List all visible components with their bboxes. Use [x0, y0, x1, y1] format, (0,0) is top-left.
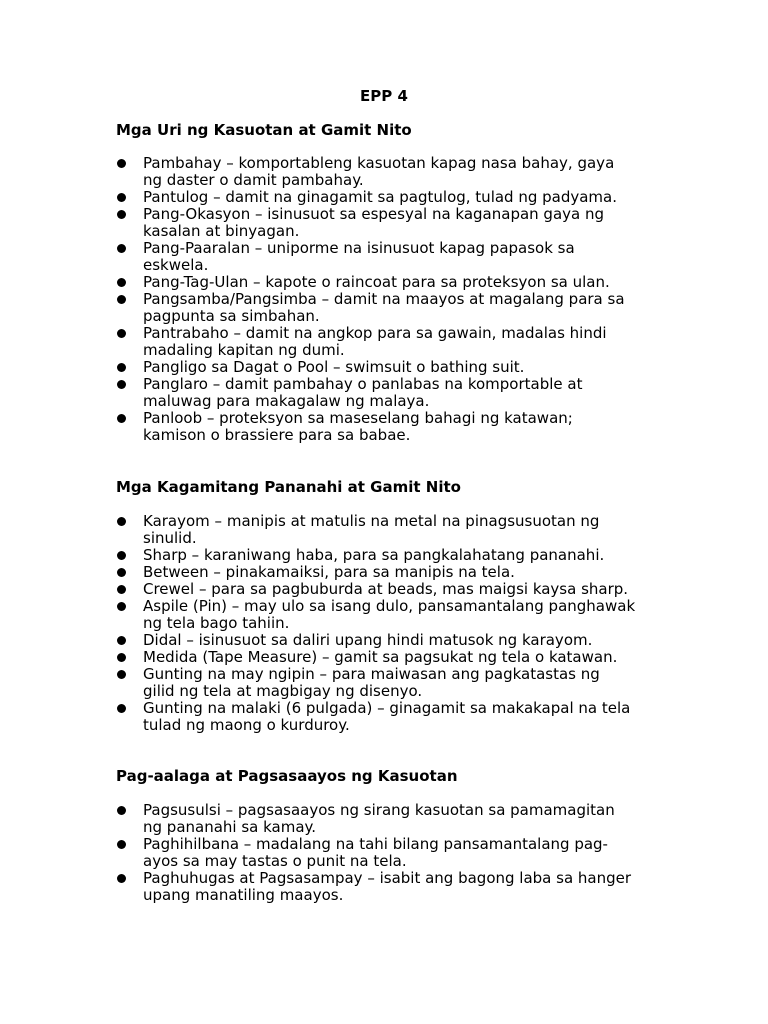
list-item [116, 206, 676, 240]
list-item-text: Pantulog – damit na ginagamit sa pagtulog, tulad ng padyama. [143, 188, 618, 206]
section-heading-kasuotan: Mga Uri ng Kasuotan at Gamit Nito [116, 121, 412, 139]
list-item-text: kamison o brassiere para sa babae. [143, 426, 411, 444]
bullet-icon [117, 193, 126, 202]
list-item [116, 155, 676, 189]
list-item-text: Gunting na may ngipin – para maiwasan ang pagkatastas ng [143, 665, 600, 683]
bullet-icon [117, 585, 126, 594]
list-item [116, 836, 676, 870]
list-item-text: Pang-Paaralan – uniporme na isinusuot kapag papasok sa [143, 239, 575, 257]
list-item-text: Aspile (Pin) – may ulo sa isang dulo, pansamantalang panghawak [143, 597, 636, 615]
list-item [116, 547, 676, 564]
list-item-text: Karayom – manipis at matulis na metal na pinagsusuotan ng [143, 512, 600, 530]
bullet-icon [117, 517, 126, 526]
list-item-text: ng pananahi sa kamay. [143, 818, 317, 836]
bullet-list-kagamitan [116, 513, 676, 734]
bullet-icon [117, 840, 126, 849]
list-item [116, 410, 676, 444]
list-item-text: eskwela. [143, 256, 209, 274]
list-item-text: Paghihilbana – madalang na tahi bilang pansamantalang pag- [143, 835, 608, 853]
list-item-text: Didal – isinusuot sa daliri upang hindi matusok ng karayom. [143, 631, 593, 649]
list-item [116, 666, 676, 700]
list-item-text: Pang-Okasyon – isinusuot sa espesyal na kaganapan gaya ng [143, 205, 605, 223]
bullet-icon [117, 244, 126, 253]
bullet-list-kasuotan [116, 155, 676, 444]
section-heading-kagamitan: Mga Kagamitang Pananahi at Gamit Nito [116, 478, 461, 496]
list-item-text: pagpunta sa simbahan. [143, 307, 320, 325]
bullet-icon [117, 380, 126, 389]
list-item-text: gilid ng tela at magbigay ng disenyo. [143, 682, 423, 700]
bullet-icon [117, 414, 126, 423]
section-heading-pag-aalaga: Pag-aalaga at Pagsasaayos ng Kasuotan [116, 767, 458, 785]
bullet-icon [117, 295, 126, 304]
list-item-text: Pangsamba/Pangsimba – damit na maayos at magalang para sa [143, 290, 625, 308]
list-item [116, 870, 676, 904]
bullet-icon [117, 874, 126, 883]
list-item [116, 513, 676, 547]
bullet-icon [117, 210, 126, 219]
bullet-icon [117, 159, 126, 168]
list-item-text: Panglaro – damit pambahay o panlabas na komportable at [143, 375, 583, 393]
bullet-icon [117, 670, 126, 679]
list-item-text: Pambahay – komportableng kasuotan kapag nasa bahay, gaya [143, 154, 615, 172]
list-item-text: Pantrabaho – damit na angkop para sa gawain, madalas hindi [143, 324, 607, 342]
list-item-text: Pangligo sa Dagat o Pool – swimsuit o bathing suit. [143, 358, 525, 376]
bullet-icon [117, 278, 126, 287]
list-item [116, 376, 676, 410]
bullet-icon [117, 806, 126, 815]
bullet-icon [117, 653, 126, 662]
list-item-text: Pang-Tag-Ulan – kapote o raincoat para sa proteksyon sa ulan. [143, 273, 610, 291]
bullet-icon [117, 602, 126, 611]
bullet-icon [117, 329, 126, 338]
list-item-text: madaling kapitan ng dumi. [143, 341, 345, 359]
list-item [116, 598, 676, 632]
list-item [116, 325, 676, 359]
list-item-text: ng daster o damit pambahay. [143, 171, 364, 189]
bullet-icon [117, 551, 126, 560]
bullet-icon [117, 568, 126, 577]
list-item [116, 802, 676, 836]
list-item [116, 564, 676, 581]
list-item [116, 649, 676, 666]
list-item-text: ayos sa may tastas o punit na tela. [143, 852, 407, 870]
list-item [116, 189, 676, 206]
list-item [116, 632, 676, 649]
bullet-icon [117, 363, 126, 372]
list-item-text: maluwag para makagalaw ng malaya. [143, 392, 430, 410]
list-item-text: Crewel – para sa pagbuburda at beads, mas maigsi kaysa sharp. [143, 580, 629, 598]
document-title: EPP 4 [360, 87, 408, 105]
bullet-icon [117, 636, 126, 645]
list-item [116, 274, 676, 291]
list-item [116, 359, 676, 376]
list-item-text: Pagsusulsi – pagsasaayos ng sirang kasuotan sa pamamagitan [143, 801, 615, 819]
bullet-list-pag-aalaga [116, 802, 676, 904]
list-item-text: tulad ng maong o kurduroy. [143, 716, 350, 734]
list-item-text: Sharp – karaniwang haba, para sa pangkalahatang pananahi. [143, 546, 605, 564]
bullet-icon [117, 704, 126, 713]
list-item [116, 291, 676, 325]
list-item-text: Paghuhugas at Pagsasampay – isabit ang bagong laba sa hanger [143, 869, 632, 887]
list-item-text: kasalan at binyagan. [143, 222, 300, 240]
list-item-text: Medida (Tape Measure) – gamit sa pagsukat ng tela o katawan. [143, 648, 618, 666]
list-item [116, 581, 676, 598]
list-item-text: ng tela bago tahiin. [143, 614, 290, 632]
list-item [116, 240, 676, 274]
list-item-text: sinulid. [143, 529, 197, 547]
list-item-text: upang manatiling maayos. [143, 886, 344, 904]
list-item-text: Gunting na malaki (6 pulgada) – ginagamit sa makakapal na tela [143, 699, 631, 717]
list-item [116, 700, 676, 734]
list-item-text: Between – pinakamaiksi, para sa manipis na tela. [143, 563, 515, 581]
list-item-text: Panloob – proteksyon sa maseselang bahagi ng katawan; [143, 409, 573, 427]
